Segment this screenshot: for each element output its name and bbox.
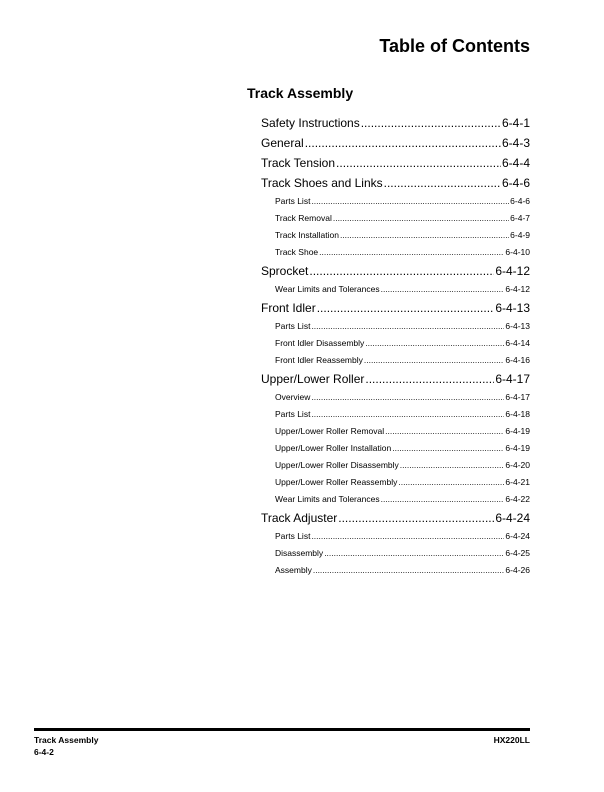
- toc-entry-label: Track Shoes and Links: [261, 176, 383, 190]
- toc-dot-leader: [311, 193, 509, 210]
- toc-entry-page: 6-4-18: [505, 409, 530, 419]
- toc-entry-page: 6-4-26: [505, 565, 530, 575]
- toc-dot-leader: [392, 440, 504, 457]
- toc-entry-label: Wear Limits and Tolerances: [275, 494, 380, 504]
- toc-entry-page: 6-4-13: [495, 301, 530, 315]
- toc-entry-page: 6-4-12: [505, 284, 530, 294]
- toc-dot-leader: [398, 474, 504, 491]
- toc-dot-leader: [340, 227, 509, 244]
- toc-subentry[interactable]: [261, 389, 530, 406]
- toc-subentry[interactable]: [261, 227, 530, 244]
- toc-entry-page: 6-4-21: [505, 477, 530, 487]
- toc-entry-label: Track Adjuster: [261, 511, 338, 525]
- toc-subentry[interactable]: [261, 244, 530, 261]
- toc-dot-leader: [365, 369, 494, 389]
- toc-dot-leader: [313, 562, 505, 579]
- toc-entry[interactable]: [261, 113, 530, 133]
- toc-entry-label: Upper/Lower Roller: [261, 372, 365, 386]
- toc-entry-label: Front Idler Reassembly: [275, 355, 363, 365]
- toc-dot-leader: [319, 244, 504, 261]
- toc-dot-leader: [311, 318, 504, 335]
- toc-entry[interactable]: [261, 261, 530, 281]
- toc-entry-page: 6-4-24: [505, 531, 530, 541]
- toc-dot-leader: [336, 153, 501, 173]
- toc-entry-label: Disassembly: [275, 548, 324, 558]
- toc-subentry[interactable]: [261, 545, 530, 562]
- toc-entry-label: Wear Limits and Tolerances: [275, 284, 380, 294]
- toc-entry-page: 6-4-22: [505, 494, 530, 504]
- toc-entry-page: 6-4-3: [501, 136, 530, 150]
- toc-entry-label: Upper/Lower Roller Removal: [275, 426, 385, 436]
- toc-entry-label: Upper/Lower Roller Installation: [275, 443, 392, 453]
- toc-entry-label: Track Removal: [275, 213, 332, 223]
- toc-dot-leader: [311, 406, 504, 423]
- toc-subentry[interactable]: [261, 423, 530, 440]
- toc-dot-leader: [361, 113, 501, 133]
- toc-subentry[interactable]: [261, 562, 530, 579]
- toc-entry[interactable]: [261, 153, 530, 173]
- toc-subentry[interactable]: [261, 335, 530, 352]
- toc-dot-leader: [400, 457, 505, 474]
- toc-entry-label: Track Shoe: [275, 247, 319, 257]
- toc-entry-page: 6-4-12: [495, 264, 530, 278]
- toc-subentry[interactable]: [261, 210, 530, 227]
- toc-dot-leader: [333, 210, 509, 227]
- toc-entry-label: Assembly: [275, 565, 312, 575]
- toc-entry-page: 6-4-7: [510, 213, 530, 223]
- toc-entry-label: Parts List: [275, 321, 311, 331]
- table-of-contents: [261, 113, 530, 579]
- toc-dot-leader: [365, 335, 504, 352]
- toc-dot-leader: [317, 298, 495, 318]
- footer-section-title: Track Assembly: [34, 735, 99, 745]
- toc-entry-label: Upper/Lower Roller Reassembly: [275, 477, 398, 487]
- toc-subentry[interactable]: [261, 406, 530, 423]
- footer-divider: [34, 728, 530, 731]
- toc-entry-label: Track Installation: [275, 230, 339, 240]
- toc-subentry[interactable]: [261, 352, 530, 369]
- toc-entry-page: 6-4-20: [505, 460, 530, 470]
- toc-entry-page: 6-4-4: [501, 156, 530, 170]
- toc-entry-label: Parts List: [275, 409, 311, 419]
- section-heading: Track Assembly: [247, 85, 354, 101]
- toc-entry-label: Safety Instructions: [261, 116, 360, 130]
- toc-entry-page: 6-4-17: [505, 392, 530, 402]
- footer-left: [34, 734, 98, 758]
- toc-entry-page: 6-4-6: [501, 176, 530, 190]
- toc-entry-label: Upper/Lower Roller Disassembly: [275, 460, 399, 470]
- toc-entry-page: 6-4-17: [495, 372, 530, 386]
- toc-entry-page: 6-4-19: [505, 443, 530, 453]
- toc-entry-label: Sprocket: [261, 264, 309, 278]
- toc-dot-leader: [311, 528, 504, 545]
- toc-entry[interactable]: [261, 508, 530, 528]
- toc-entry-page: 6-4-13: [505, 321, 530, 331]
- toc-entry[interactable]: [261, 173, 530, 193]
- toc-entry[interactable]: [261, 298, 530, 318]
- toc-entry-label: Parts List: [275, 196, 311, 206]
- toc-subentry[interactable]: [261, 474, 530, 491]
- toc-dot-leader: [324, 545, 504, 562]
- toc-subentry[interactable]: [261, 457, 530, 474]
- toc-dot-leader: [311, 389, 504, 406]
- toc-entry-label: Parts List: [275, 531, 311, 541]
- toc-dot-leader: [381, 491, 505, 508]
- toc-subentry[interactable]: [261, 281, 530, 298]
- toc-dot-leader: [338, 508, 494, 528]
- toc-dot-leader: [309, 261, 494, 281]
- toc-entry-page: 6-4-14: [505, 338, 530, 348]
- toc-entry-label: Overview: [275, 392, 311, 402]
- toc-entry-label: Front Idler: [261, 301, 316, 315]
- toc-entry-page: 6-4-25: [505, 548, 530, 558]
- toc-entry-label: Track Tension: [261, 156, 336, 170]
- toc-subentry[interactable]: [261, 193, 530, 210]
- toc-dot-leader: [305, 133, 501, 153]
- toc-entry[interactable]: [261, 369, 530, 389]
- toc-entry-label: Front Idler Disassembly: [275, 338, 365, 348]
- toc-subentry[interactable]: [261, 491, 530, 508]
- toc-dot-leader: [384, 173, 501, 193]
- toc-subentry[interactable]: [261, 318, 530, 335]
- toc-entry-page: 6-4-6: [510, 196, 530, 206]
- toc-subentry[interactable]: [261, 440, 530, 457]
- toc-dot-leader: [385, 423, 504, 440]
- toc-entry-page: 6-4-9: [510, 230, 530, 240]
- toc-entry-page: 6-4-24: [495, 511, 530, 525]
- page-title: Table of Contents: [379, 36, 530, 56]
- toc-dot-leader: [364, 352, 505, 369]
- toc-entry-page: 6-4-10: [505, 247, 530, 257]
- toc-entry-page: 6-4-19: [505, 426, 530, 436]
- toc-entry-page: 6-4-16: [505, 355, 530, 365]
- footer-model: HX220LL: [493, 735, 530, 745]
- toc-dot-leader: [381, 281, 505, 298]
- toc-entry-page: 6-4-1: [501, 116, 530, 130]
- toc-entry-label: General: [261, 136, 304, 150]
- toc-entry[interactable]: [261, 133, 530, 153]
- toc-subentry[interactable]: [261, 528, 530, 545]
- footer-page-number: 6-4-2: [34, 747, 54, 757]
